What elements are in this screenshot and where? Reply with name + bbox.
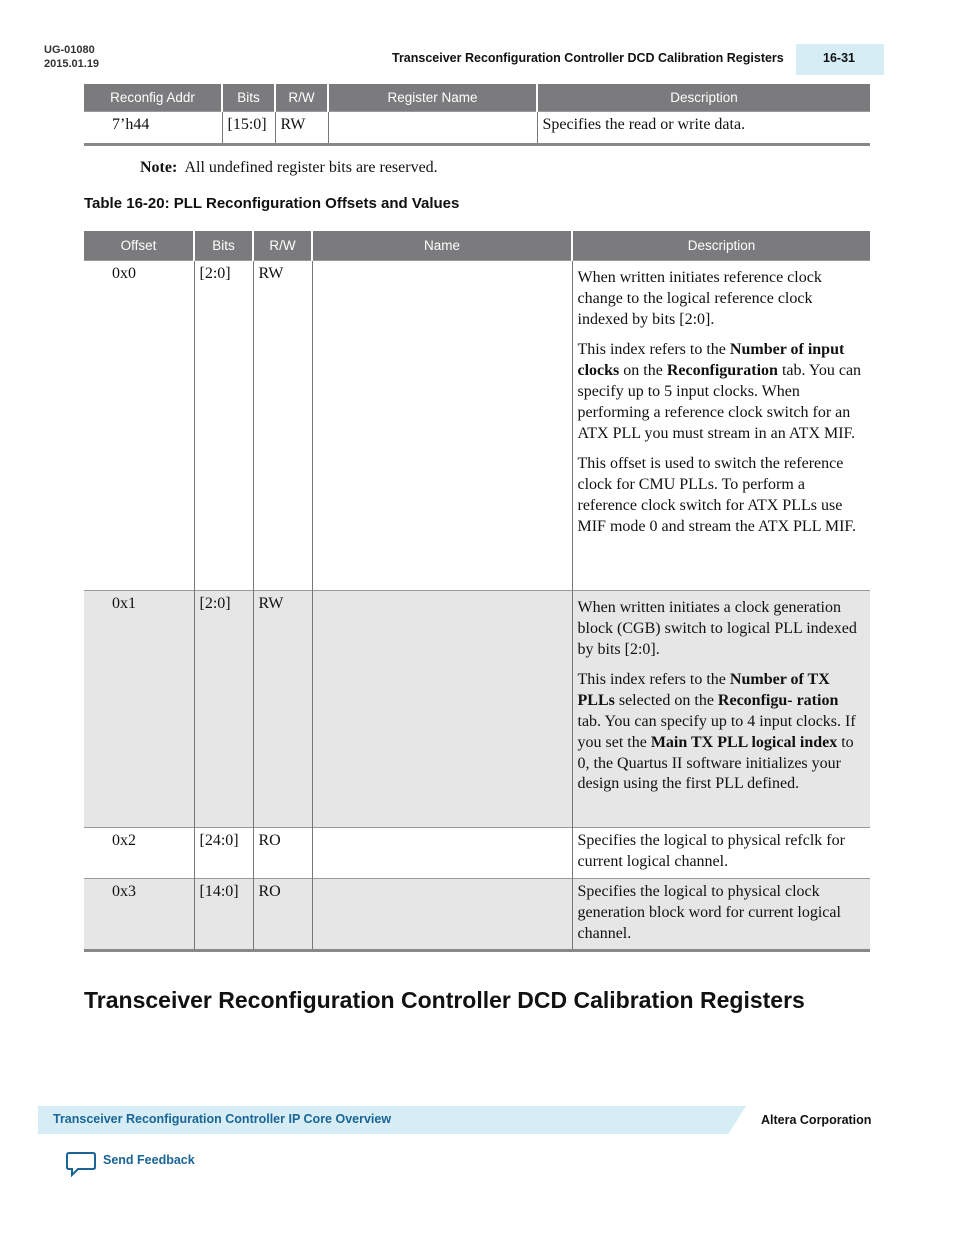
description-paragraph: Specifies the logical to physical clock generation block word for current logical channel. bbox=[577, 883, 841, 942]
note bbox=[140, 159, 438, 177]
column-header: Reconfig Addr bbox=[84, 84, 222, 112]
cell-name bbox=[328, 112, 537, 145]
cell-bits: [2:0] bbox=[194, 261, 253, 591]
column-header: Name bbox=[312, 231, 572, 261]
description-paragraph: This offset is used to switch the reference clock for CMU PLLs. To perform a reference clock switch for ATX PLLs use MIF mode 0 and stream the ATX PLL MIF. bbox=[577, 455, 857, 535]
cell-offset: 0x3 bbox=[84, 879, 194, 951]
description-paragraph: This index refers to the Number of TX PLLs selected on the Reconfigu- ration tab. You can specify up to 4 input clocks. If you set the Main TX PLL logical index to 0, the Quartus II software initializes your design using the first PLL defined. bbox=[577, 671, 856, 793]
cell-rw: RO bbox=[253, 879, 312, 951]
column-header: Bits bbox=[194, 231, 253, 261]
cell-bits: [15:0] bbox=[222, 112, 275, 145]
cell-name bbox=[312, 828, 572, 879]
cell-name bbox=[312, 591, 572, 828]
table-header-row bbox=[84, 231, 870, 261]
table-row bbox=[84, 828, 870, 879]
cell-rw: RW bbox=[275, 112, 328, 145]
description-paragraph: This index refers to the Number of input clocks on the Reconfiguration tab. You can specify up to 5 input clocks. When performing a reference clock switch for an ATX PLL you must stream in an ATX MIF. bbox=[577, 341, 862, 442]
column-header: Description bbox=[572, 231, 870, 261]
cell-offset: 0x1 bbox=[84, 591, 194, 828]
note-label: Note: bbox=[140, 159, 178, 176]
cell-description bbox=[572, 879, 870, 951]
cell-offset: 0x2 bbox=[84, 828, 194, 879]
speech-bubble-icon[interactable] bbox=[66, 1151, 96, 1182]
table-header-row bbox=[84, 84, 870, 112]
column-header: Offset bbox=[84, 231, 194, 261]
cell-name bbox=[312, 879, 572, 951]
description-paragraph: Specifies the logical to physical refclk for current logical channel. bbox=[577, 832, 845, 870]
cell-description bbox=[572, 261, 870, 591]
description-paragraph: When written initiates reference clock change to the logical reference clock indexed by bits [2:0]. bbox=[577, 269, 822, 328]
document-id bbox=[44, 43, 99, 71]
cell-offset: 0x0 bbox=[84, 261, 194, 591]
table-caption: Table 16-20: PLL Reconfiguration Offsets and Values bbox=[84, 195, 460, 212]
cell-rw: RO bbox=[253, 828, 312, 879]
column-header: Bits bbox=[222, 84, 275, 112]
footer-chapter-link[interactable]: Transceiver Reconfiguration Controller IP Core Overview bbox=[53, 1112, 392, 1126]
column-header: R/W bbox=[253, 231, 312, 261]
cell-description bbox=[572, 828, 870, 879]
cell-rw: RW bbox=[253, 261, 312, 591]
cell-bits: [24:0] bbox=[194, 828, 253, 879]
running-title: Transceiver Reconfiguration Controller DCD Calibration Registers bbox=[392, 51, 784, 65]
doc-number: UG-01080 bbox=[44, 44, 95, 56]
column-header: Description bbox=[537, 84, 870, 112]
table-row bbox=[84, 261, 870, 591]
doc-date: 2015.01.19 bbox=[44, 58, 100, 70]
section-heading: Transceiver Reconfiguration Controller DCD Calibration Registers bbox=[84, 987, 805, 1013]
column-header: Register Name bbox=[328, 84, 537, 112]
column-header: R/W bbox=[275, 84, 328, 112]
table-row bbox=[84, 879, 870, 951]
note-text: All undefined register bits are reserved. bbox=[184, 159, 438, 176]
table-row bbox=[84, 591, 870, 828]
register-table-continued bbox=[84, 84, 870, 146]
cell-bits: [2:0] bbox=[194, 591, 253, 828]
cell-addr: 7’h44 bbox=[84, 112, 222, 145]
cell-bits: [14:0] bbox=[194, 879, 253, 951]
pll-reconfiguration-table bbox=[84, 231, 870, 952]
send-feedback-link[interactable]: Send Feedback bbox=[103, 1153, 195, 1167]
page-number: 16-31 bbox=[796, 44, 884, 75]
cell-name bbox=[312, 261, 572, 591]
cell-description bbox=[572, 591, 870, 828]
description-paragraph: When written initiates a clock generation block (CGB) switch to logical PLL indexed by bits [2:0]. bbox=[577, 599, 857, 658]
table-row bbox=[84, 112, 870, 145]
company-name: Altera Corporation bbox=[761, 1113, 872, 1127]
cell-description: Specifies the read or write data. bbox=[537, 112, 870, 145]
cell-rw: RW bbox=[253, 591, 312, 828]
